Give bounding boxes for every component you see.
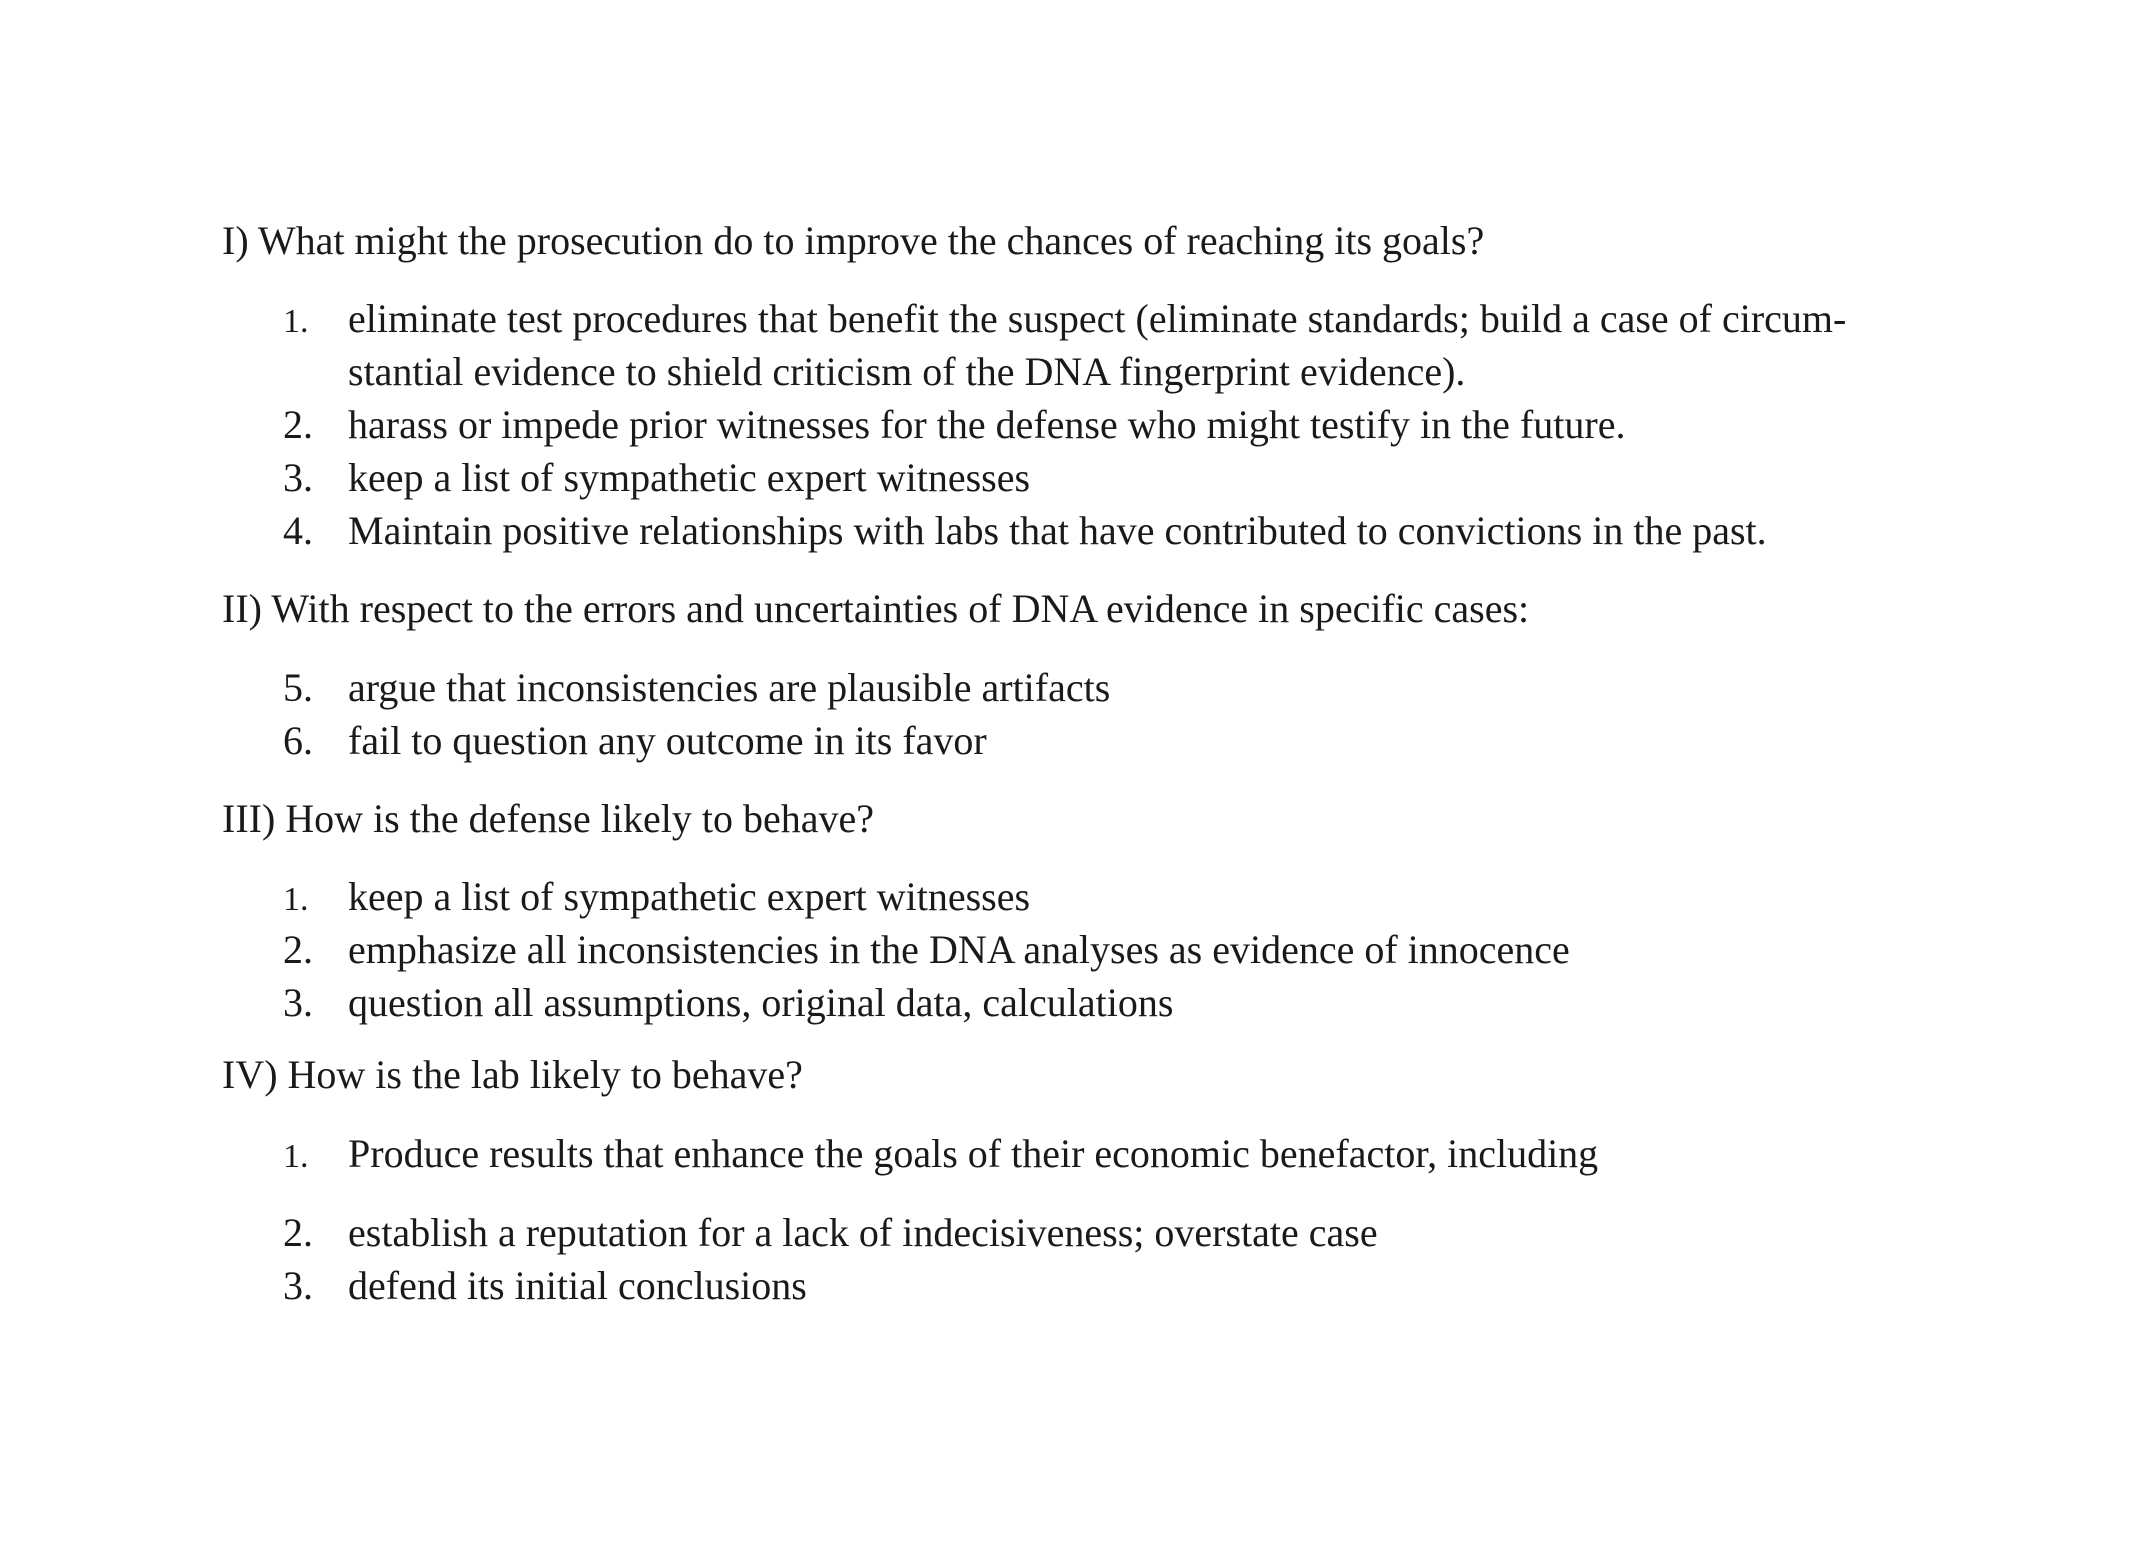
- list-item-number: 5.: [283, 665, 313, 710]
- list-item-number: 1.: [283, 881, 309, 918]
- list-item-text: Produce results that enhance the goals of their economic benefactor, including: [348, 1131, 1599, 1176]
- list-item-number: 3.: [283, 1263, 313, 1308]
- list-item-text: Maintain positive relationships with labs that have contributed to convictions in the past.: [348, 508, 1767, 553]
- list-item-number: 6.: [283, 718, 313, 763]
- list-item-number: 2.: [283, 927, 313, 972]
- list-item-number: 3.: [283, 455, 313, 500]
- list-item-text: argue that inconsistencies are plausible artifacts: [348, 665, 1111, 710]
- list-item-text: fail to question any outcome in its favor: [348, 718, 987, 763]
- list-item-text: defend its initial conclusions: [348, 1263, 807, 1308]
- list-item-number: 2.: [283, 402, 313, 447]
- list-item-text: keep a list of sympathetic expert witnesses: [348, 455, 1031, 500]
- list-item-number: 1.: [283, 303, 309, 340]
- section-heading-2: II) With respect to the errors and uncertainties of DNA evidence in specific cases:: [222, 586, 1530, 631]
- list-item-text: establish a reputation for a lack of indecisiveness; overstate case: [348, 1210, 1378, 1255]
- list-item-text: [348, 292, 1846, 398]
- section-heading-4: IV) How is the lab likely to behave?: [222, 1052, 803, 1097]
- list-item-number: 4.: [283, 508, 313, 553]
- section-heading-3: III) How is the defense likely to behave?: [222, 796, 874, 841]
- section-heading-1: I) What might the prosecution do to improve the chances of reaching its goals?: [222, 218, 1485, 263]
- list-item-line: eliminate test procedures that benefit the suspect (eliminate standards; build a case of circum-: [348, 296, 1847, 341]
- list-item-text: emphasize all inconsistencies in the DNA analyses as evidence of innocence: [348, 927, 1570, 972]
- list-item-text: harass or impede prior witnesses for the defense who might testify in the future.: [348, 402, 1626, 447]
- list-item-line: stantial evidence to shield criticism of the DNA fingerprint evidence).: [348, 349, 1466, 394]
- list-item-number: 2.: [283, 1210, 313, 1255]
- list-item-text: keep a list of sympathetic expert witnesses: [348, 874, 1031, 919]
- list-item-number: 3.: [283, 980, 313, 1025]
- list-item-number: 1.: [283, 1138, 309, 1175]
- list-item-text: question all assumptions, original data, calculations: [348, 980, 1174, 1025]
